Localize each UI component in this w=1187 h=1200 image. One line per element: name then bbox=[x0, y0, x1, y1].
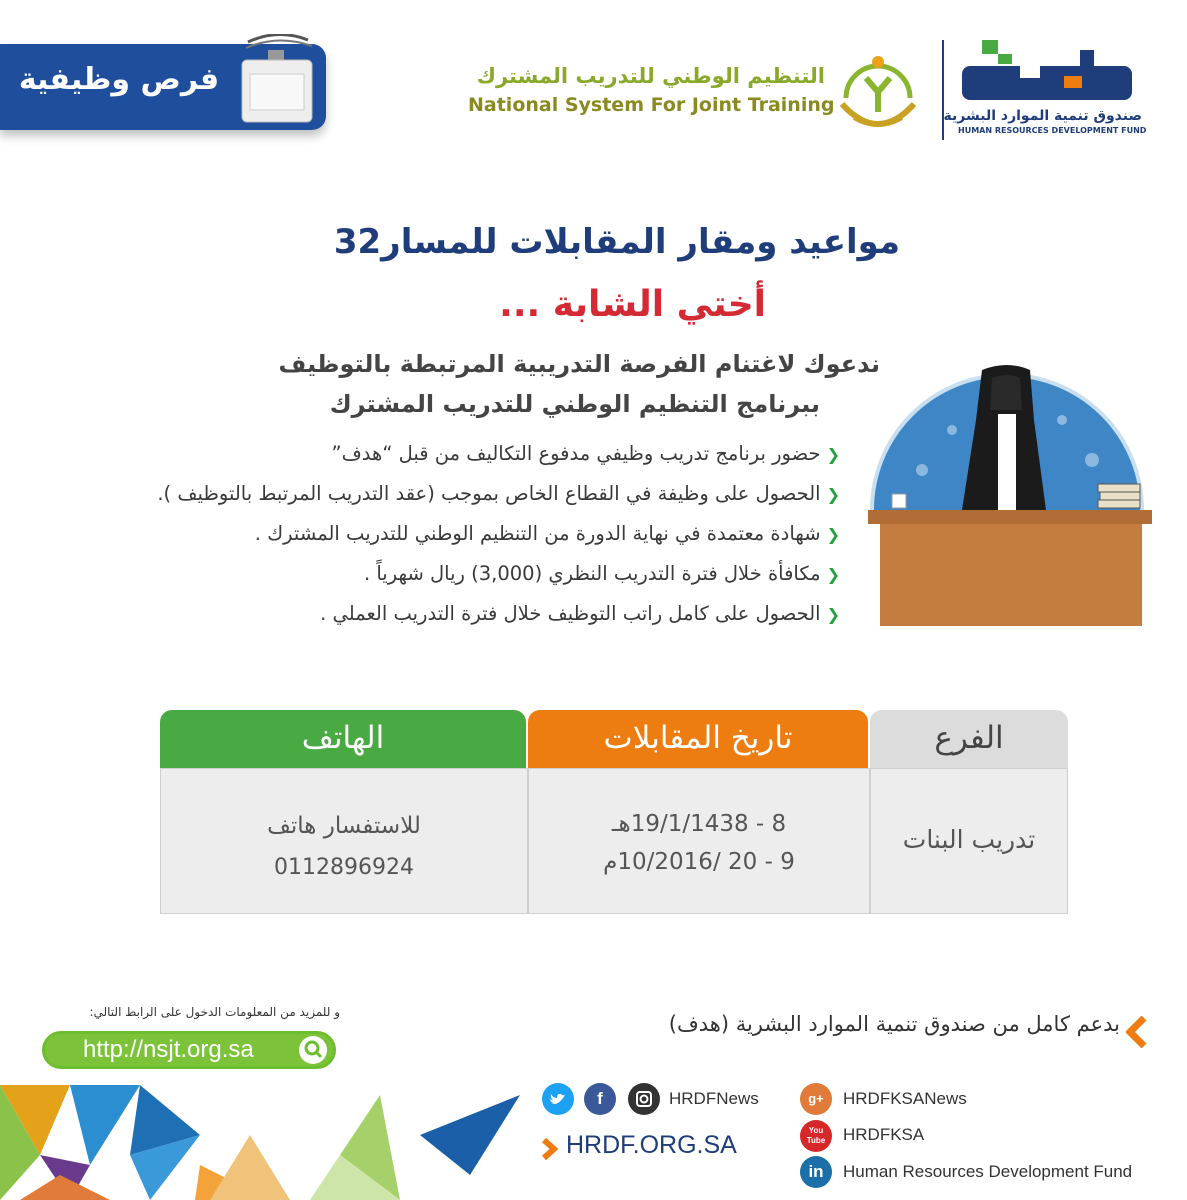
benefits-list bbox=[20, 436, 840, 636]
facebook-icon[interactable]: f bbox=[584, 1083, 616, 1115]
page-title: مواعيد ومقار المقابلات للمسار32 bbox=[333, 222, 900, 262]
chevron-left-icon: ❮ bbox=[826, 565, 840, 584]
table-header-phone: الهاتف bbox=[160, 710, 526, 768]
hrdf-logo-icon bbox=[960, 36, 1142, 108]
page-subtitle: أختي الشابة ... bbox=[499, 284, 766, 325]
list-item: ❮مكافأة خلال فترة التدريب النظري (3,000) ريال شهرياً . bbox=[20, 556, 840, 596]
woman-at-desk-illustration bbox=[862, 360, 1152, 630]
date-gregorian: 9 - 20 /10/2016م bbox=[603, 849, 795, 875]
support-text: بدعم كامل من صندوق تنمية الموارد البشرية (هدف) bbox=[668, 1012, 1120, 1036]
hrdfnews-handle[interactable]: HRDFNews bbox=[669, 1089, 759, 1108]
chevron-left-icon: ❮ bbox=[826, 525, 840, 544]
branch-value: تدريب البنات bbox=[902, 825, 1036, 854]
date-hijri: 8 - 19/1/1438هـ bbox=[611, 811, 787, 837]
instagram-icon[interactable] bbox=[628, 1083, 660, 1115]
youtube-handle[interactable]: HRDFKSA bbox=[843, 1125, 925, 1144]
chevron-left-icon: ❮ bbox=[826, 485, 840, 504]
nsjt-logo-icon bbox=[836, 48, 920, 138]
jobs-tab bbox=[0, 44, 326, 130]
table-header-dates: تاريخ المقابلات bbox=[528, 710, 868, 768]
phone-number: 0112896924 bbox=[274, 855, 414, 880]
chevron-left-icon: ❮ bbox=[826, 445, 840, 464]
chevron-left-icon bbox=[1126, 1016, 1150, 1048]
chevron-left-icon: ❮ bbox=[826, 605, 840, 624]
hrdf-english-name: HUMAN RESOURCES DEVELOPMENT FUND bbox=[958, 126, 1147, 135]
hrdf-website[interactable]: HRDF.ORG.SA bbox=[566, 1131, 737, 1159]
linkedin-icon[interactable]: in bbox=[800, 1156, 832, 1188]
list-item: ❮الحصول على وظيفة في القطاع الخاص بموجب (عقد التدريب المرتبط بالتوظيف ). bbox=[20, 476, 840, 516]
twitter-icon[interactable] bbox=[542, 1083, 574, 1115]
website-link-box[interactable] bbox=[42, 1031, 336, 1069]
invitation-line-2: ببرنامج التنظيم الوطني للتدريب المشترك bbox=[329, 390, 820, 418]
nsjt-arabic-name: التنظيم الوطني للتدريب المشترك bbox=[476, 64, 825, 88]
chevron-right-icon bbox=[540, 1138, 558, 1160]
table-cell-branch bbox=[870, 768, 1068, 914]
jobs-tab-label: فرص وظيفية bbox=[18, 62, 220, 97]
table-cell-dates bbox=[528, 768, 870, 914]
googleplus-handle[interactable]: HRDFKSANews bbox=[843, 1089, 967, 1108]
decorative-triangles bbox=[0, 1075, 530, 1200]
hrdf-arabic-name: صندوق تنمية الموارد البشرية bbox=[943, 108, 1142, 124]
table-cell-phone bbox=[160, 768, 528, 914]
linkedin-handle[interactable]: Human Resources Development Fund bbox=[843, 1162, 1133, 1181]
list-item: ❮شهادة معتمدة في نهاية الدورة من التنظيم الوطني للتدريب المشترك . bbox=[20, 516, 840, 556]
search-icon bbox=[299, 1036, 327, 1064]
list-item: ❮حضور برنامج تدريب وظيفي مدفوع التكاليف من قبل “هدف” bbox=[20, 436, 840, 476]
website-url[interactable]: http://nsjt.org.sa bbox=[83, 1036, 254, 1063]
nsjt-english-name: National System For Joint Training bbox=[468, 94, 835, 116]
googleplus-icon[interactable]: g+ bbox=[800, 1083, 832, 1115]
youtube-icon[interactable]: You Tube bbox=[800, 1120, 832, 1152]
table-header-branch: الفرع bbox=[870, 710, 1068, 768]
phone-label: للاستفسار هاتف bbox=[267, 813, 421, 839]
invitation-line-1: ندعوك لاغتنام الفرصة التدريبية المرتبطة بالتوظيف bbox=[278, 350, 880, 378]
list-item: ❮الحصول على كامل راتب التوظيف خلال فترة التدريب العملي . bbox=[20, 596, 840, 636]
id-badge-icon bbox=[238, 34, 316, 130]
header-divider bbox=[942, 40, 944, 140]
more-info-text: و للمزيد من المعلومات الدخول على الرابط التالي: bbox=[89, 1005, 340, 1019]
